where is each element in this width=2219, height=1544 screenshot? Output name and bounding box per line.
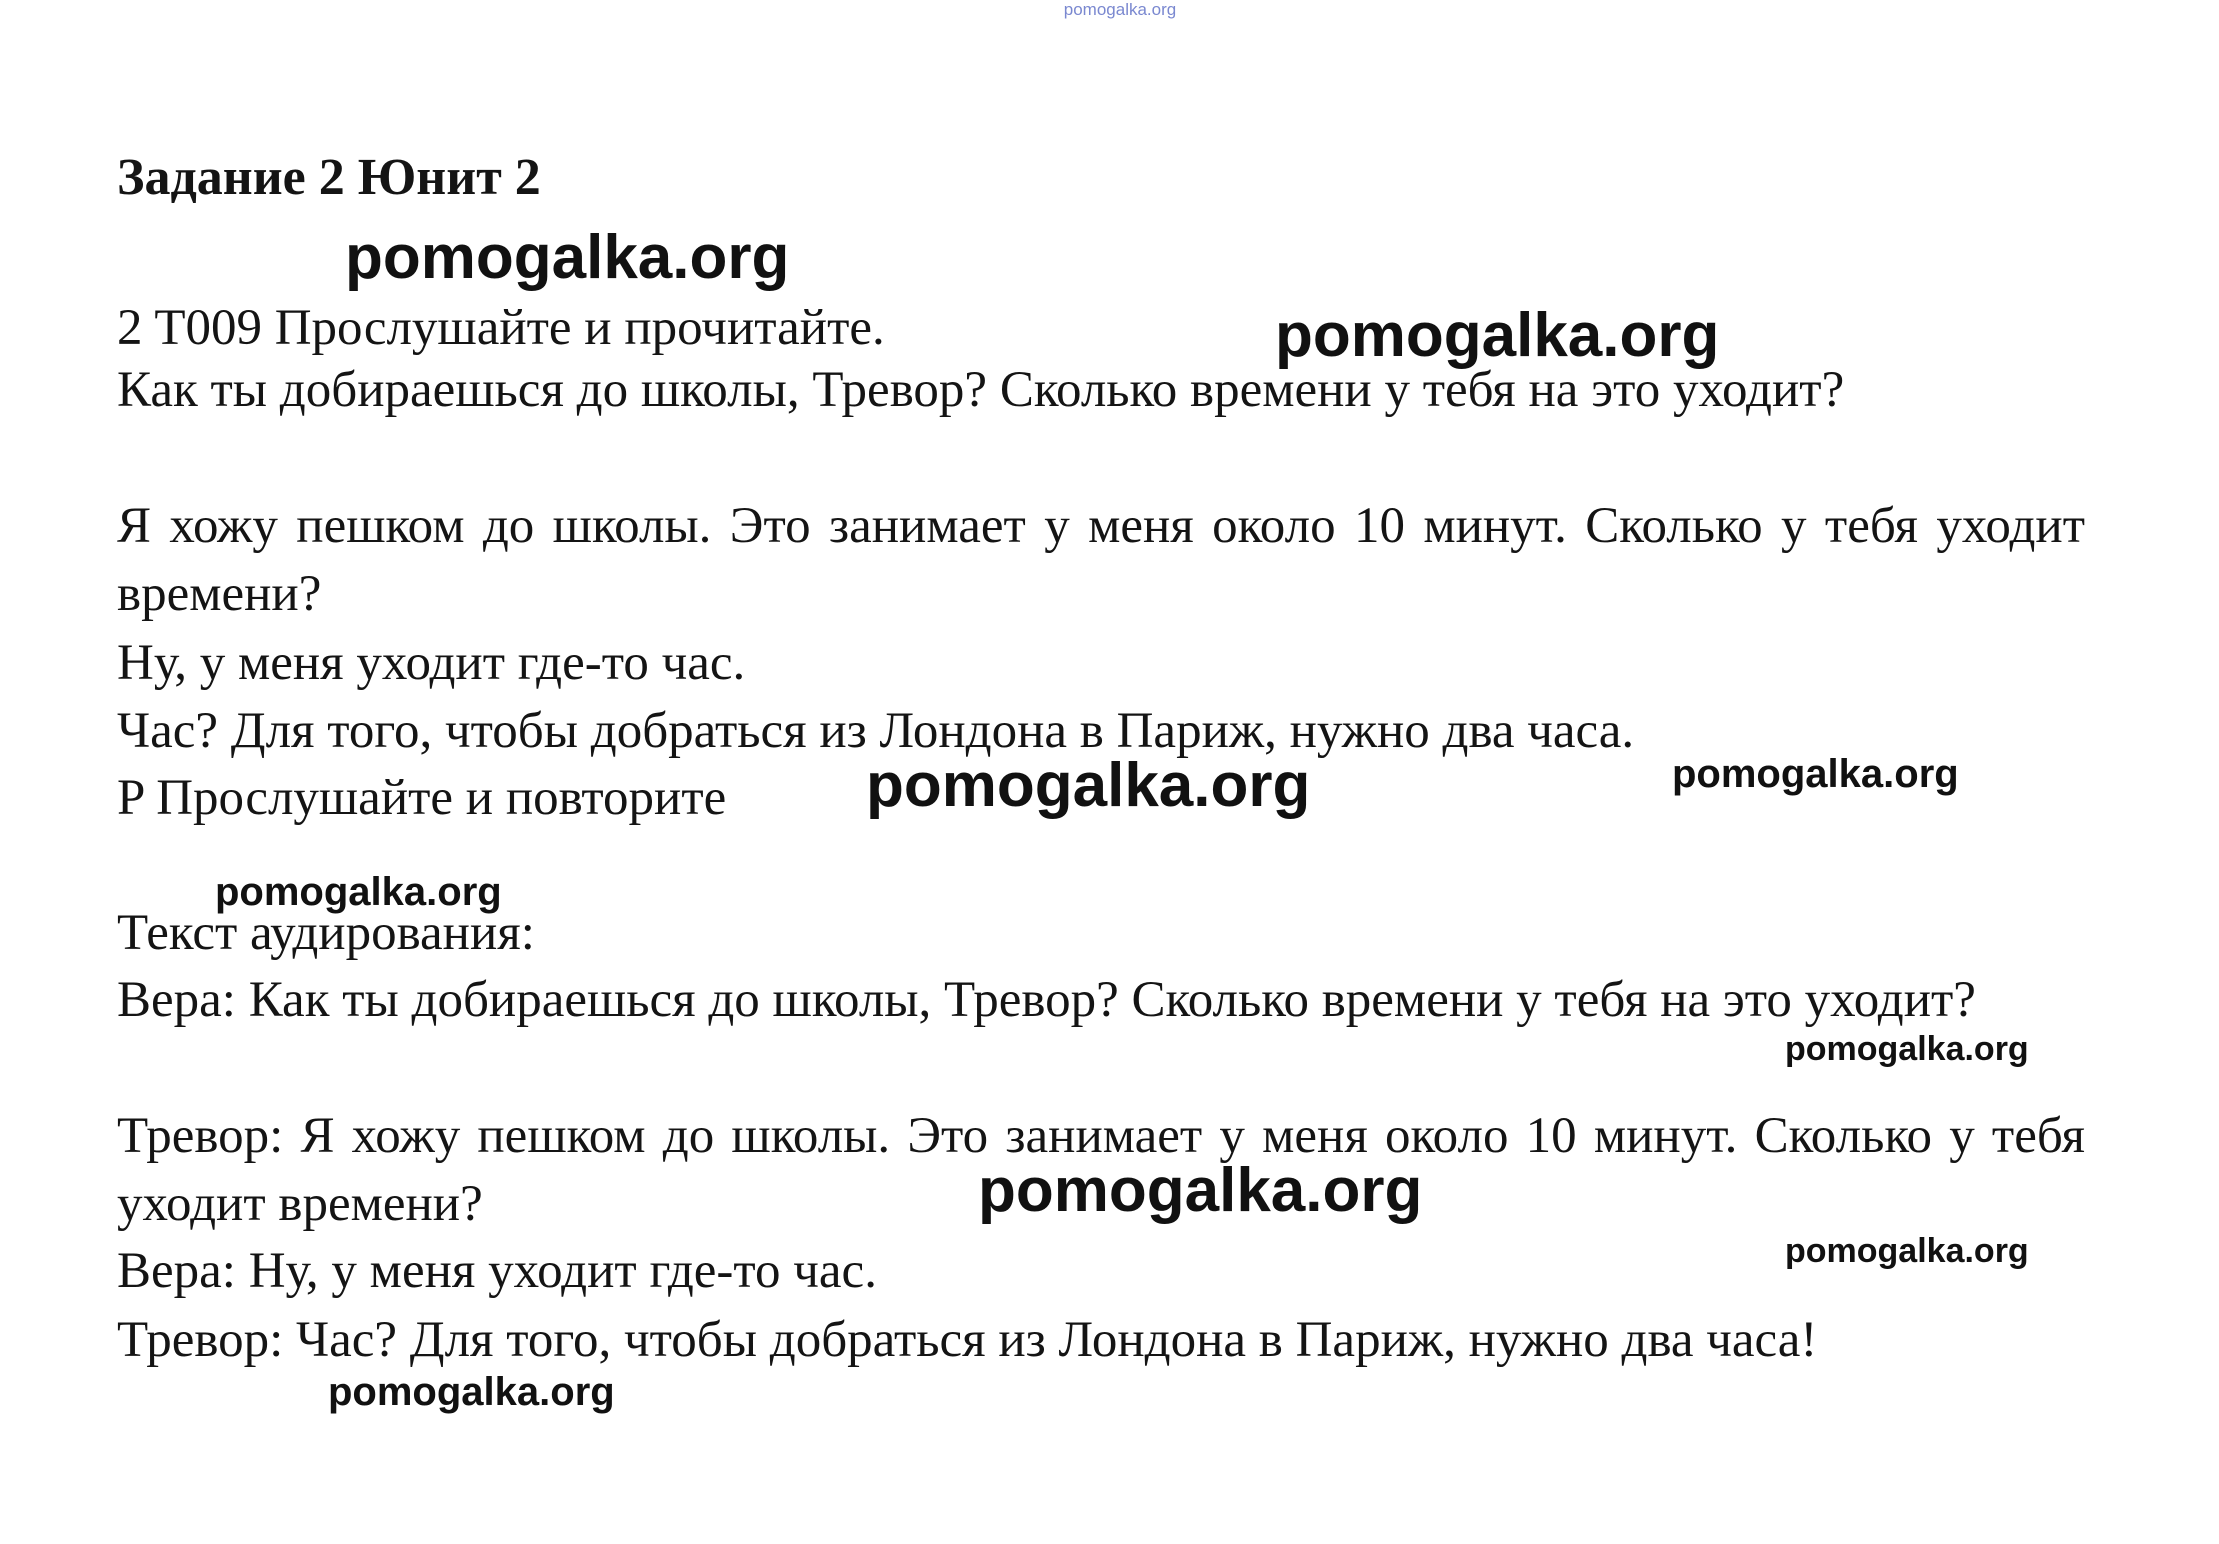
dialog-line-1: Как ты добираешься до школы, Тревор? Сколько времени у тебя на это уходит? bbox=[117, 362, 1845, 418]
instruction-line: 2 T009 Прослушайте и прочитайте. bbox=[117, 300, 885, 356]
watermark: pomogalka.org bbox=[1275, 301, 1720, 370]
trevor-line-2: Тревор: Час? Для того, чтобы добраться из Лондона в Париж, нужно два часа! bbox=[117, 1312, 1818, 1368]
watermark: pomogalka.org bbox=[345, 223, 790, 292]
watermark: pomogalka.org bbox=[328, 1370, 615, 1414]
dialog-line-4: Час? Для того, чтобы добраться из Лондона в Париж, нужно два часа. bbox=[117, 703, 1635, 759]
watermark: pomogalka.org bbox=[978, 1156, 1423, 1225]
repeat-instruction: P Прослушайте и повторите bbox=[117, 770, 727, 826]
header-watermark: pomogalka.org bbox=[1063, 0, 1177, 19]
audio-heading: Текст аудирования: bbox=[117, 905, 535, 961]
vera-line-1: Вера: Как ты добираешься до школы, Тревор? Сколько времени у тебя на это уходит? bbox=[117, 972, 1976, 1028]
watermark: pomogalka.org bbox=[866, 751, 1311, 820]
dialog-line-2: Я хожу пешком до школы. Это занимает у меня около 10 минут. Сколько у тебя уходит времени? bbox=[117, 498, 2085, 622]
dialog-line-3: Ну, у меня уходит где-то час. bbox=[117, 635, 746, 691]
vera-line-2: Вера: Ну, у меня уходит где-то час. bbox=[117, 1243, 877, 1299]
watermark: pomogalka.org bbox=[1785, 1030, 2029, 1068]
watermark: pomogalka.org bbox=[1785, 1232, 2029, 1270]
trevor-line-1: Тревор: Я хожу пешком до школы. Это занимает у меня около 10 минут. Сколько у тебя уходит времени? bbox=[117, 1108, 2085, 1232]
watermark: pomogalka.org bbox=[1672, 752, 1959, 796]
page-title: Задание 2 Юнит 2 bbox=[117, 149, 541, 206]
watermark: pomogalka.org bbox=[215, 870, 502, 914]
